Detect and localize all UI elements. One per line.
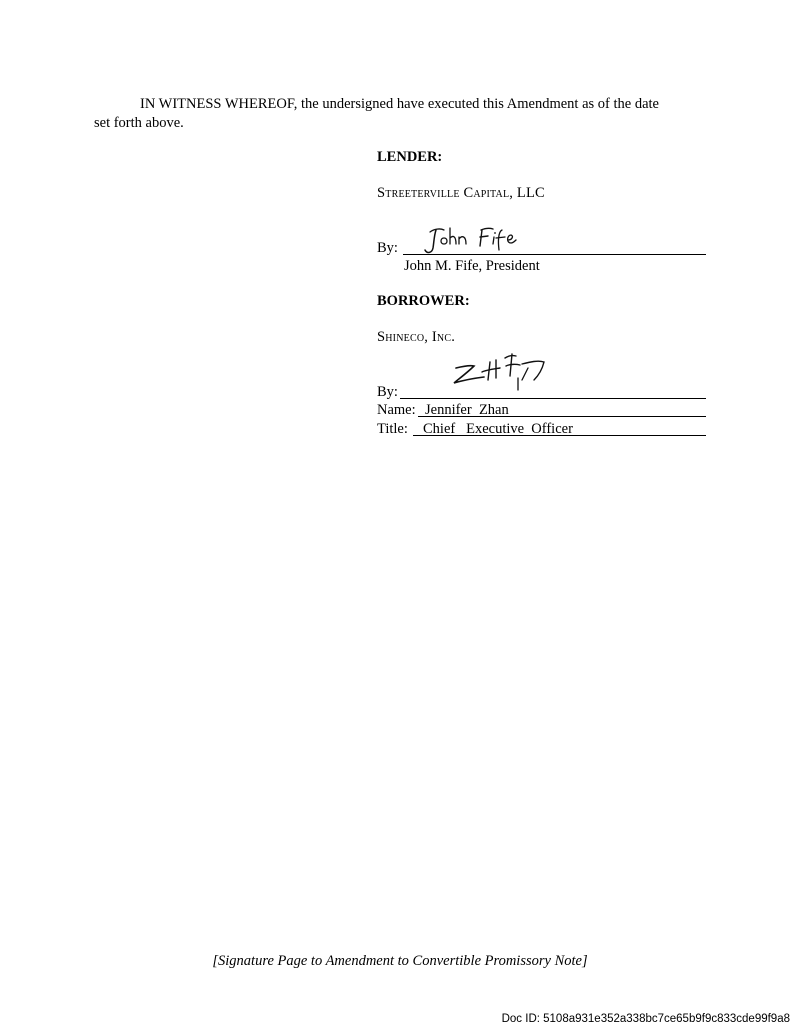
borrower-heading: BORROWER: (377, 293, 470, 309)
borrower-title-label: Title: (377, 421, 408, 437)
borrower-name-label: Name: (377, 402, 416, 418)
lender-signature (422, 222, 522, 258)
lender-signer-name-title: John M. Fife, President (404, 258, 540, 274)
doc-id: Doc ID: 5108a931e352a338bc7ce65b9f9c833cde99f9a8 (501, 1013, 790, 1025)
borrower-entity-name: Shineco, Inc. (377, 329, 456, 345)
borrower-signature-line (400, 398, 706, 399)
borrower-signature (450, 350, 550, 392)
borrower-by-label: By: (377, 384, 398, 400)
witness-clause-line-2: set forth above. (94, 115, 184, 131)
lender-heading: LENDER: (377, 149, 443, 165)
lender-by-label: By: (377, 240, 398, 256)
lender-entity-name: Streeterville Capital, LLC (377, 185, 545, 201)
borrower-name-value: Jennifer Zhan (425, 402, 509, 418)
borrower-title-value: Chief Executive Officer (423, 421, 573, 437)
signature-page-caption: [Signature Page to Amendment to Convertible Promissory Note] (212, 953, 588, 969)
witness-clause-line-1: IN WITNESS WHEREOF, the undersigned have executed this Amendment as of the date (140, 96, 659, 112)
